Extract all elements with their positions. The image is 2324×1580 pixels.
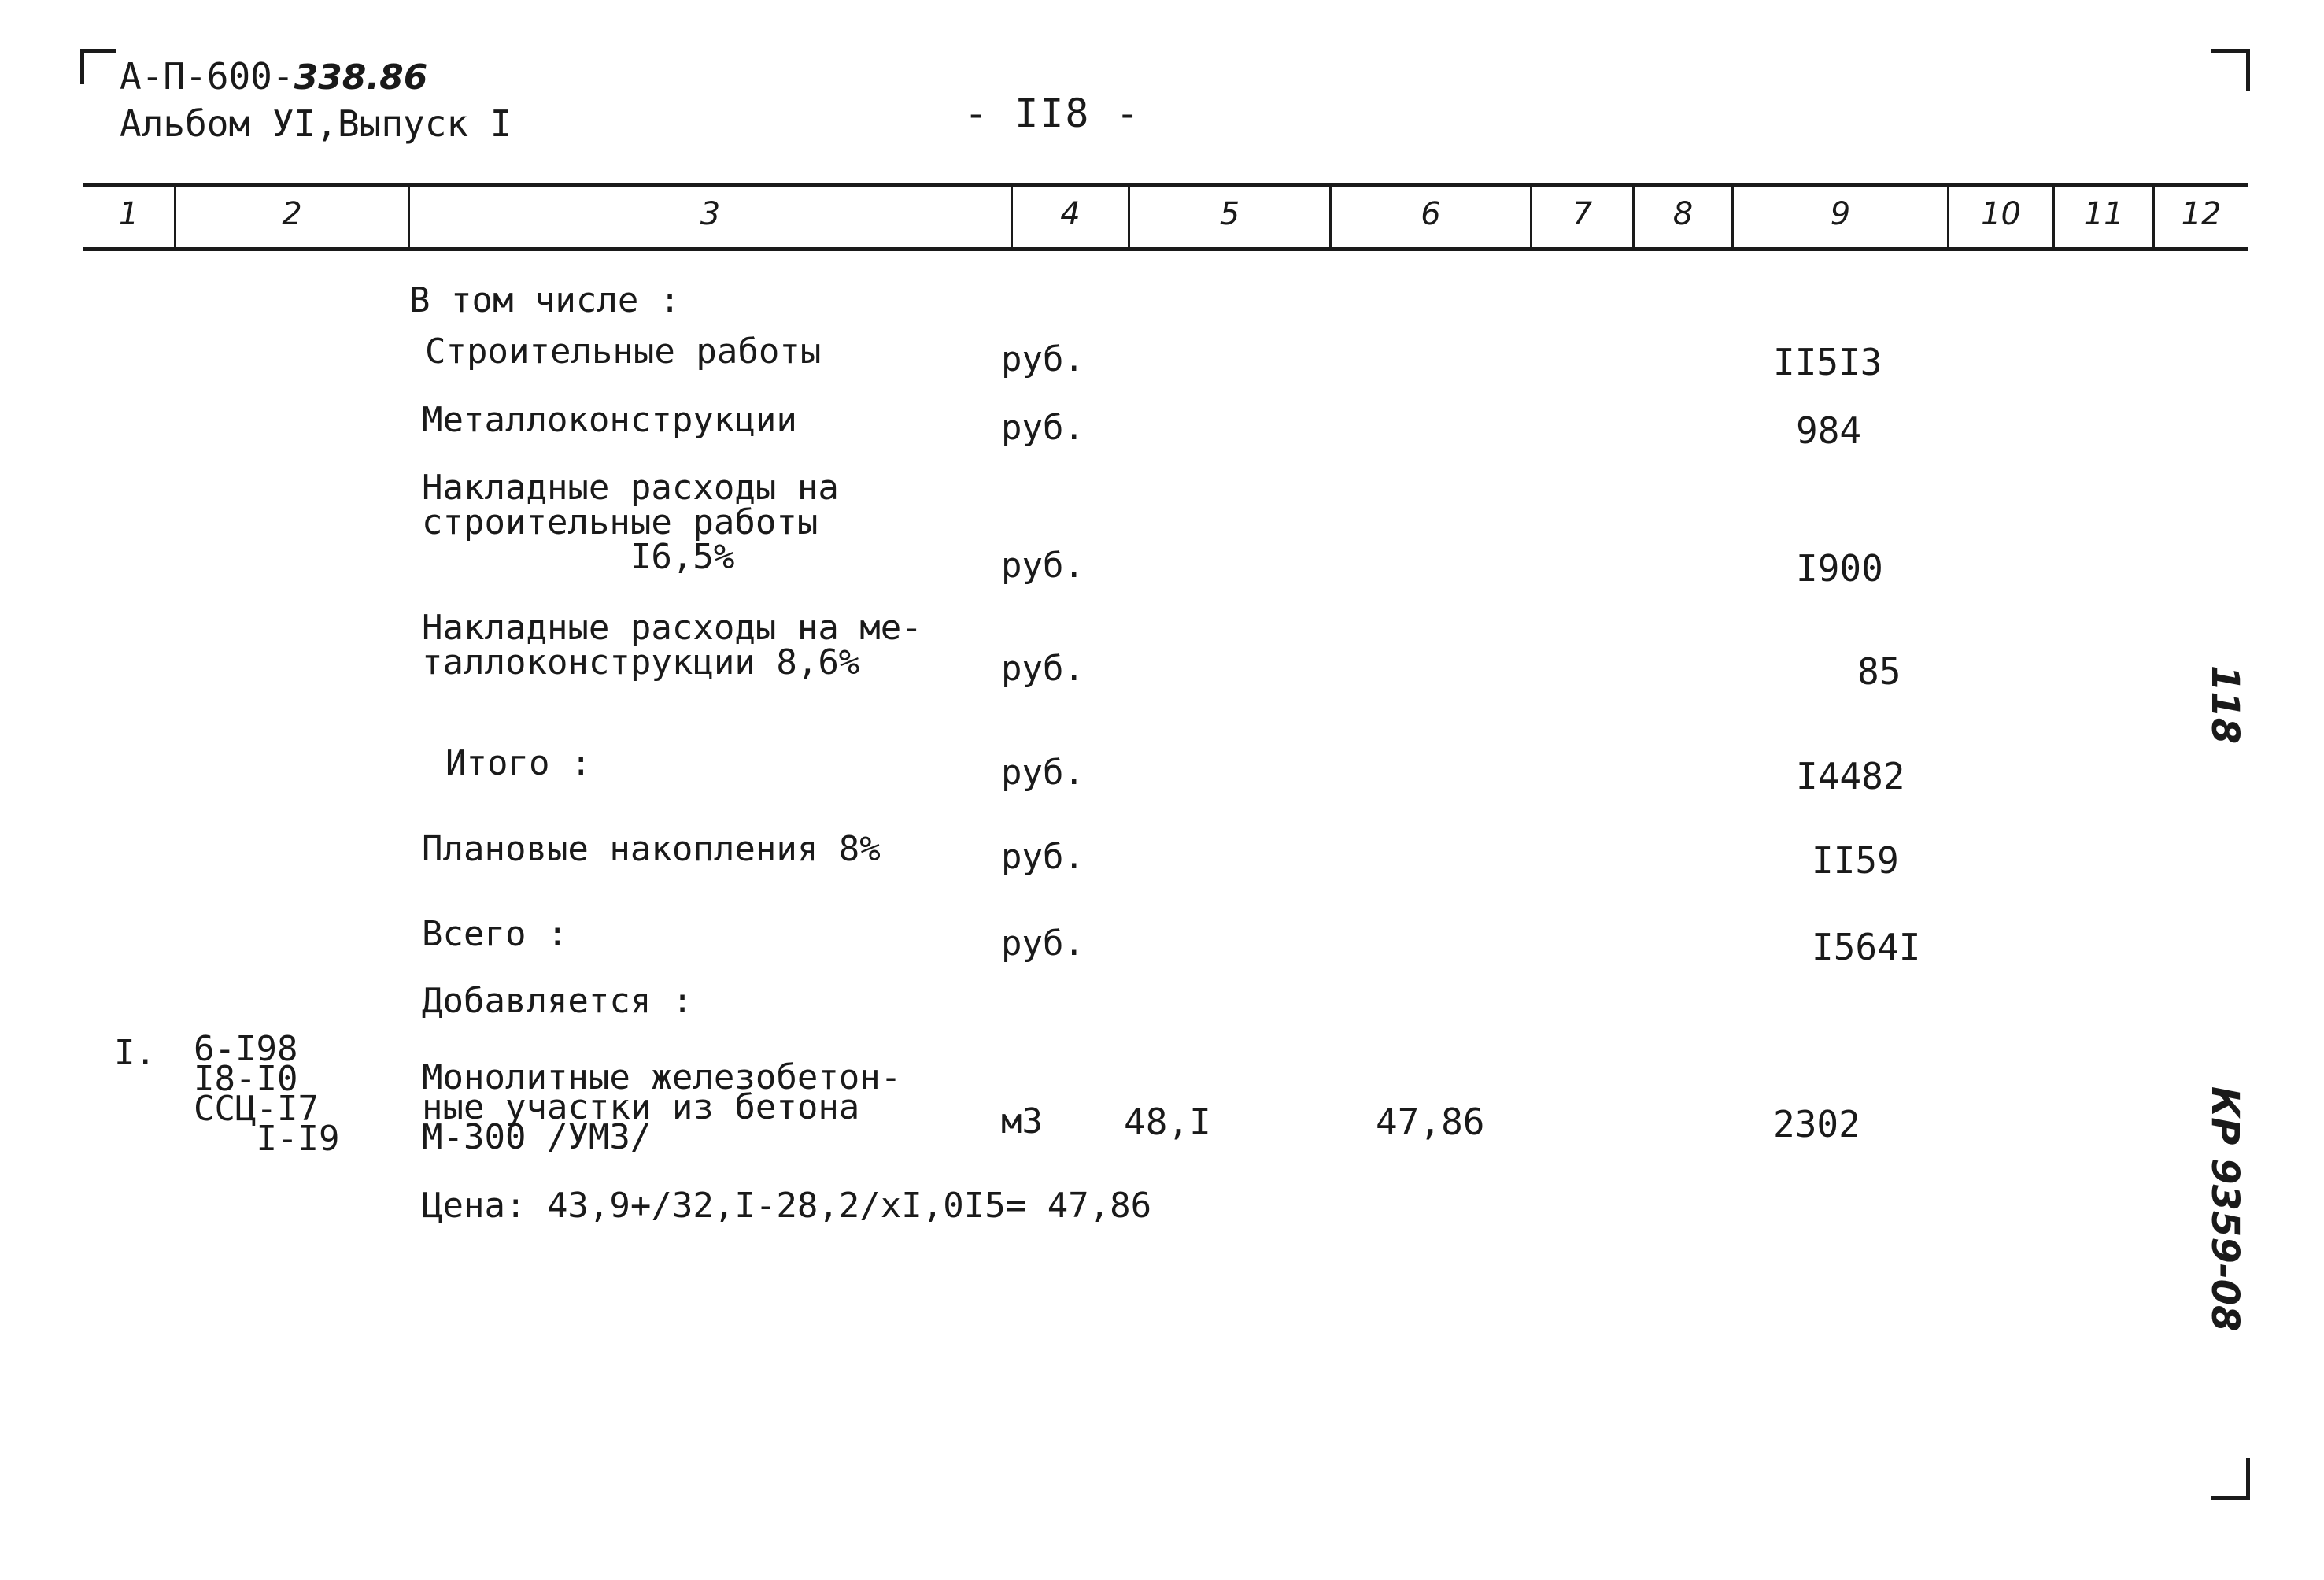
column-number-4: 4 — [1060, 196, 1081, 232]
column-number-1: 1 — [118, 196, 139, 232]
item-price: 47,86 — [1376, 1101, 1485, 1143]
side-document-code: КР 9359-08 — [2203, 1086, 2247, 1332]
row-total: I4482 — [1796, 755, 1905, 797]
row-unit: руб. — [1001, 923, 1084, 964]
column-number-9: 9 — [1830, 196, 1851, 232]
row-unit: руб. — [1001, 546, 1084, 586]
item-number: I. — [114, 1033, 156, 1073]
column-number-3: 3 — [700, 196, 721, 232]
row-total: I564I — [1812, 926, 1921, 968]
row-total: 984 — [1796, 409, 1862, 452]
column-number-2: 2 — [282, 196, 302, 232]
document-code-typed: А-П-600- — [120, 55, 294, 98]
column-number-11: 11 — [2083, 196, 2124, 232]
page-number: - II8 - — [964, 91, 1141, 136]
side-page-number: 118 — [2203, 665, 2247, 745]
row-unit: руб. — [1001, 408, 1084, 448]
row-total: II5I3 — [1773, 341, 1882, 383]
price-formula: Цена: 43,9+/32,I-28,2/xI,0I5= 47,86 — [422, 1186, 1152, 1226]
item-unit: м3 — [1001, 1101, 1043, 1142]
item-quantity: 48,I — [1124, 1101, 1211, 1143]
column-number-8: 8 — [1672, 196, 1694, 232]
row-label: Металлоконструкции — [422, 400, 797, 440]
corner-mark-top-left — [80, 49, 116, 84]
corner-mark-top-right — [2211, 49, 2250, 91]
item-name: Монолитные железобетон- ные участки из бетона М-300 /УМЗ/ — [422, 1057, 902, 1157]
row-label: Итого : — [445, 743, 592, 783]
row-unit: руб. — [1001, 649, 1084, 689]
row-total: I900 — [1796, 547, 1883, 590]
column-number-5: 5 — [1219, 196, 1240, 232]
row-unit: руб. — [1001, 753, 1084, 793]
item-total: 2302 — [1773, 1103, 1860, 1145]
row-label: Накладные расходы на ме- таллоконструкции 8,6% — [422, 608, 922, 683]
album-issue: Альбом УI,Выпуск I — [120, 102, 512, 145]
column-number-7: 7 — [1572, 196, 1593, 232]
section-intro: В том числе : — [409, 280, 681, 320]
row-total: II59 — [1812, 839, 1899, 882]
row-total: 85 — [1857, 650, 1901, 693]
column-number-12: 12 — [2181, 196, 2222, 232]
row-label: Плановые накопления 8% — [422, 829, 881, 869]
item-code: 6-I98 I8-I0 ССЦ-I7 I-I9 — [194, 1029, 340, 1159]
row-unit: руб. — [1001, 837, 1084, 877]
document-code-handwritten: 338.86 — [294, 57, 428, 98]
row-unit: руб. — [1001, 339, 1084, 379]
row-label: Строительные работы — [425, 331, 822, 372]
added-heading: Добавляется : — [422, 981, 693, 1021]
document-code — [120, 57, 427, 98]
column-number-6: 6 — [1421, 196, 1441, 232]
row-label: Всего : — [422, 914, 568, 954]
row-label: Накладные расходы на строительные работы I6,5% — [422, 468, 839, 577]
column-number-10: 10 — [1981, 196, 2021, 232]
corner-mark-bottom-right — [2211, 1458, 2250, 1500]
